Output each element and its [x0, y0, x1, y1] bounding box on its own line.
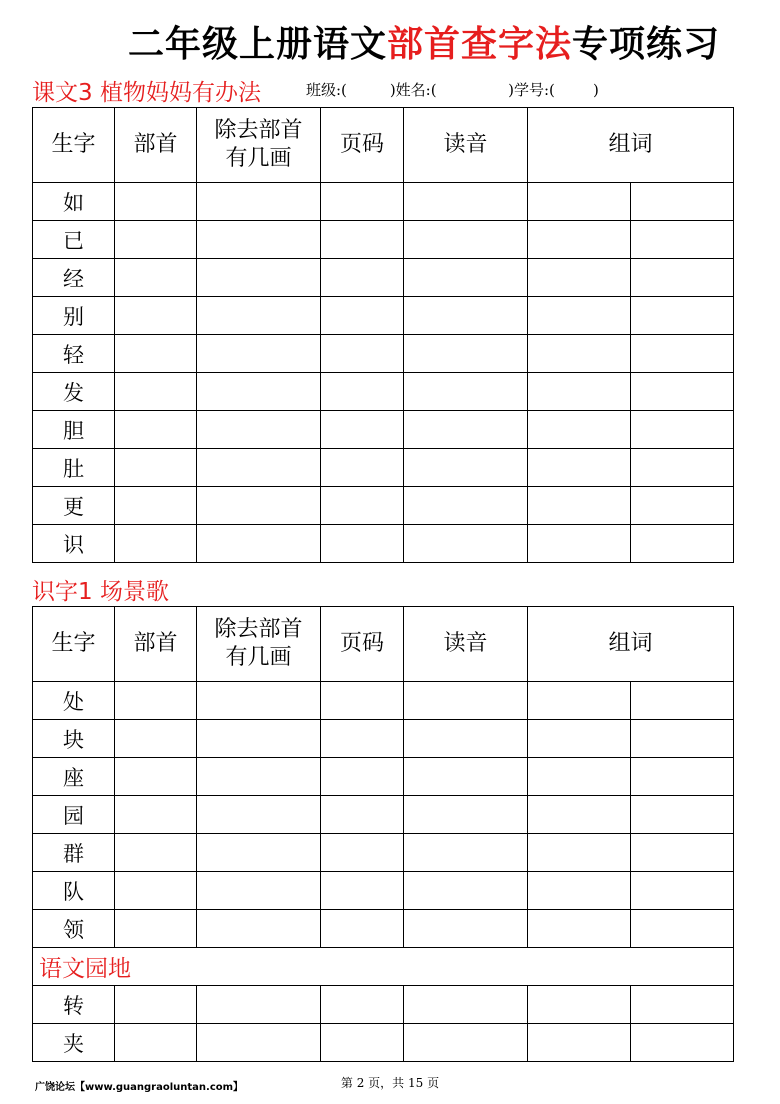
table-row — [33, 872, 734, 910]
table-row — [33, 1024, 734, 1062]
table-row — [33, 221, 734, 259]
word-cell-2[interactable] — [631, 297, 734, 335]
char-cell: 队 — [33, 872, 115, 910]
strokes-cell[interactable] — [197, 221, 321, 259]
reading-cell[interactable] — [404, 758, 528, 796]
header-char: 生字 — [33, 108, 115, 183]
radical-cell[interactable] — [115, 335, 197, 373]
word-cell-1[interactable] — [528, 449, 631, 487]
table-header-row — [33, 607, 734, 682]
page-title: 二年级上册语文部首查字法专项练习 — [128, 24, 721, 65]
reading-cell[interactable] — [404, 221, 528, 259]
reading-cell[interactable] — [404, 720, 528, 758]
section1-heading: 课文3 植物妈妈有办法 — [32, 80, 261, 106]
page-cell[interactable] — [321, 373, 404, 411]
word-cell-2[interactable] — [631, 525, 734, 563]
word-cell-2[interactable] — [631, 259, 734, 297]
header-page: 页码 — [321, 607, 404, 682]
word-cell-1[interactable] — [528, 682, 631, 720]
strokes-cell[interactable] — [197, 986, 321, 1024]
radical-cell[interactable] — [115, 758, 197, 796]
word-cell-1[interactable] — [528, 1024, 631, 1062]
radical-cell[interactable] — [115, 986, 197, 1024]
page-cell[interactable] — [321, 682, 404, 720]
word-cell-2[interactable] — [631, 796, 734, 834]
char-cell: 处 — [33, 682, 115, 720]
page-cell[interactable] — [321, 183, 404, 221]
radical-cell[interactable] — [115, 872, 197, 910]
table-header-row — [33, 108, 734, 183]
strokes-cell[interactable] — [197, 411, 321, 449]
reading-cell[interactable] — [404, 796, 528, 834]
char-cell: 发 — [33, 373, 115, 411]
header-strokes: 除去部首 有几画 — [197, 607, 321, 682]
radical-cell[interactable] — [115, 373, 197, 411]
header-radical: 部首 — [115, 108, 197, 183]
word-cell-1[interactable] — [528, 183, 631, 221]
reading-cell[interactable] — [404, 335, 528, 373]
radical-cell[interactable] — [115, 487, 197, 525]
worksheet-table-2 — [32, 606, 734, 1062]
radical-cell[interactable] — [115, 449, 197, 487]
table-row — [33, 525, 734, 563]
strokes-cell[interactable] — [197, 335, 321, 373]
radical-cell[interactable] — [115, 183, 197, 221]
radical-cell[interactable] — [115, 910, 197, 948]
word-cell-2[interactable] — [631, 487, 734, 525]
word-cell-2[interactable] — [631, 183, 734, 221]
reading-cell[interactable] — [404, 373, 528, 411]
page-cell[interactable] — [321, 487, 404, 525]
reading-cell[interactable] — [404, 986, 528, 1024]
char-cell: 胆 — [33, 411, 115, 449]
header-words: 组词 — [528, 108, 734, 183]
char-cell: 如 — [33, 183, 115, 221]
word-cell-2[interactable] — [631, 1024, 734, 1062]
radical-cell[interactable] — [115, 411, 197, 449]
table-row — [33, 487, 734, 525]
table-row — [33, 758, 734, 796]
reading-cell[interactable] — [404, 910, 528, 948]
char-cell: 块 — [33, 720, 115, 758]
table-row — [33, 297, 734, 335]
strokes-cell[interactable] — [197, 758, 321, 796]
word-cell-1[interactable] — [528, 910, 631, 948]
strokes-cell[interactable] — [197, 682, 321, 720]
word-cell-2[interactable] — [631, 910, 734, 948]
reading-cell[interactable] — [404, 525, 528, 563]
word-cell-1[interactable] — [528, 834, 631, 872]
radical-cell[interactable] — [115, 720, 197, 758]
reading-cell[interactable] — [404, 259, 528, 297]
page-cell[interactable] — [321, 411, 404, 449]
table-row — [33, 986, 734, 1024]
reading-cell[interactable] — [404, 834, 528, 872]
char-cell: 领 — [33, 910, 115, 948]
page-cell[interactable] — [321, 221, 404, 259]
word-cell-2[interactable] — [631, 373, 734, 411]
word-cell-1[interactable] — [528, 411, 631, 449]
word-cell-2[interactable] — [631, 758, 734, 796]
word-cell-2[interactable] — [631, 335, 734, 373]
page-cell[interactable] — [321, 872, 404, 910]
sub-heading-row — [33, 948, 734, 986]
table-row — [33, 834, 734, 872]
reading-cell[interactable] — [404, 297, 528, 335]
char-cell: 转 — [33, 986, 115, 1024]
word-cell-1[interactable] — [528, 487, 631, 525]
reading-cell[interactable] — [404, 183, 528, 221]
header-strokes: 除去部首 有几画 — [197, 108, 321, 183]
reading-cell[interactable] — [404, 487, 528, 525]
word-cell-2[interactable] — [631, 221, 734, 259]
strokes-cell[interactable] — [197, 872, 321, 910]
page-cell[interactable] — [321, 720, 404, 758]
table-row — [33, 910, 734, 948]
radical-cell[interactable] — [115, 525, 197, 563]
word-cell-1[interactable] — [528, 297, 631, 335]
page-cell[interactable] — [321, 297, 404, 335]
strokes-cell[interactable] — [197, 834, 321, 872]
reading-cell[interactable] — [404, 411, 528, 449]
page-cell[interactable] — [321, 1024, 404, 1062]
word-cell-2[interactable] — [631, 872, 734, 910]
strokes-cell[interactable] — [197, 487, 321, 525]
word-cell-1[interactable] — [528, 720, 631, 758]
radical-cell[interactable] — [115, 682, 197, 720]
page-cell[interactable] — [321, 758, 404, 796]
word-cell-1[interactable] — [528, 259, 631, 297]
radical-cell[interactable] — [115, 1024, 197, 1062]
strokes-cell[interactable] — [197, 720, 321, 758]
word-cell-2[interactable] — [631, 449, 734, 487]
radical-cell[interactable] — [115, 221, 197, 259]
word-cell-1[interactable] — [528, 872, 631, 910]
table-row — [33, 411, 734, 449]
header-radical: 部首 — [115, 607, 197, 682]
char-cell: 肚 — [33, 449, 115, 487]
strokes-cell[interactable] — [197, 910, 321, 948]
char-cell: 园 — [33, 796, 115, 834]
word-cell-2[interactable] — [631, 986, 734, 1024]
strokes-cell[interactable] — [197, 259, 321, 297]
word-cell-2[interactable] — [631, 834, 734, 872]
header-page: 页码 — [321, 108, 404, 183]
table-row — [33, 682, 734, 720]
reading-cell[interactable] — [404, 682, 528, 720]
page-cell[interactable] — [321, 910, 404, 948]
page-cell[interactable] — [321, 259, 404, 297]
page-number: 第 2 页，共 15 页 — [340, 1076, 440, 1090]
word-cell-1[interactable] — [528, 758, 631, 796]
table-row — [33, 183, 734, 221]
footer-site: 广饶论坛【www.guangraoluntan.com】 — [35, 1082, 244, 1093]
strokes-cell[interactable] — [197, 297, 321, 335]
worksheet-table-1 — [32, 107, 734, 563]
char-cell: 更 — [33, 487, 115, 525]
page-cell[interactable] — [321, 335, 404, 373]
sub-heading: 语文园地 — [33, 948, 734, 986]
strokes-cell[interactable] — [197, 796, 321, 834]
reading-cell[interactable] — [404, 872, 528, 910]
word-cell-1[interactable] — [528, 525, 631, 563]
radical-cell[interactable] — [115, 796, 197, 834]
header-words: 组词 — [528, 607, 734, 682]
strokes-cell[interactable] — [197, 525, 321, 563]
word-cell-2[interactable] — [631, 720, 734, 758]
word-cell-2[interactable] — [631, 411, 734, 449]
char-cell: 已 — [33, 221, 115, 259]
reading-cell[interactable] — [404, 1024, 528, 1062]
header-char: 生字 — [33, 607, 115, 682]
char-cell: 座 — [33, 758, 115, 796]
word-cell-1[interactable] — [528, 373, 631, 411]
header-reading: 读音 — [404, 108, 528, 183]
word-cell-1[interactable] — [528, 986, 631, 1024]
char-cell: 夹 — [33, 1024, 115, 1062]
section2-heading: 识字1 场景歌 — [32, 579, 169, 605]
strokes-cell[interactable] — [197, 449, 321, 487]
radical-cell[interactable] — [115, 259, 197, 297]
radical-cell[interactable] — [115, 297, 197, 335]
word-cell-1[interactable] — [528, 221, 631, 259]
page-cell[interactable] — [321, 796, 404, 834]
strokes-cell[interactable] — [197, 183, 321, 221]
student-info-line: 班级:( )姓名:( )学号:( ) — [306, 81, 599, 99]
header-reading: 读音 — [404, 607, 528, 682]
table-row — [33, 259, 734, 297]
table-row — [33, 796, 734, 834]
page-cell[interactable] — [321, 986, 404, 1024]
strokes-cell[interactable] — [197, 373, 321, 411]
reading-cell[interactable] — [404, 449, 528, 487]
word-cell-2[interactable] — [631, 682, 734, 720]
table-row — [33, 720, 734, 758]
word-cell-1[interactable] — [528, 335, 631, 373]
char-cell: 识 — [33, 525, 115, 563]
radical-cell[interactable] — [115, 834, 197, 872]
table-row — [33, 449, 734, 487]
char-cell: 群 — [33, 834, 115, 872]
char-cell: 轻 — [33, 335, 115, 373]
char-cell: 别 — [33, 297, 115, 335]
table-row — [33, 335, 734, 373]
page-cell[interactable] — [321, 449, 404, 487]
char-cell: 经 — [33, 259, 115, 297]
page-cell[interactable] — [321, 834, 404, 872]
strokes-cell[interactable] — [197, 1024, 321, 1062]
word-cell-1[interactable] — [528, 796, 631, 834]
page-cell[interactable] — [321, 525, 404, 563]
table-row — [33, 373, 734, 411]
